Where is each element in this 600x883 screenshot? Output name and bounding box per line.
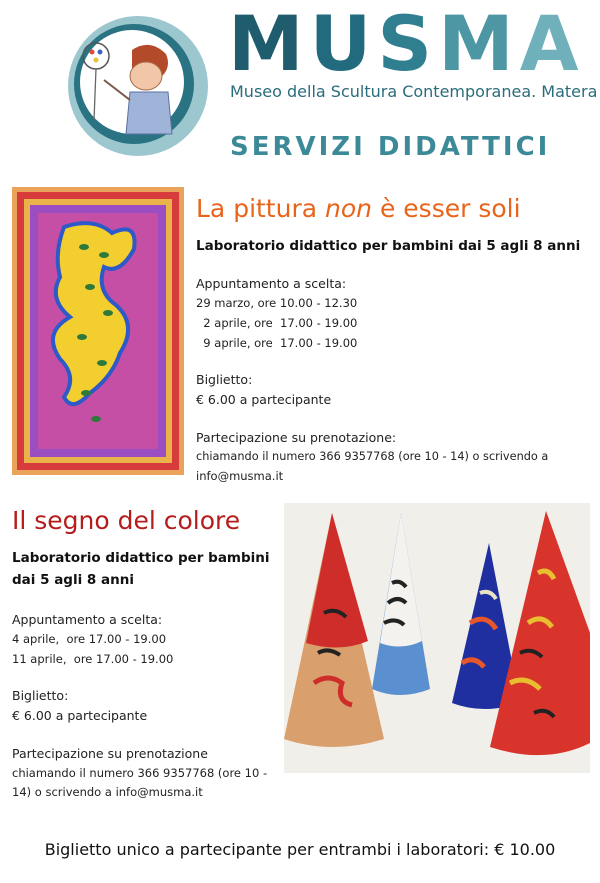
combined-ticket-note: Biglietto unico a partecipante per entrambi i laboratori: € 10.00 [44, 840, 556, 859]
workshop2-booking-info: chiamando il numero 366 9357768 (ore 10 - [12, 766, 268, 780]
workshop2-booking-label: Partecipazione su prenotazione [12, 746, 208, 761]
workshop1-title-emphasis: non [325, 194, 373, 223]
painted-cones-image [284, 503, 590, 773]
workshop2-date: 4 aprile, ore 17.00 - 19.00 [12, 632, 167, 646]
section-title: SERVIZI DIDATTICI [230, 132, 551, 162]
brand-subtitle: Museo della Scultura Contemporanea. Matera [230, 82, 598, 101]
child-painting-image [12, 187, 184, 475]
workshop1-booking-label: Partecipazione su prenotazione: [196, 430, 397, 445]
workshop2-subtitle: Laboratorio didattico per bambini [12, 550, 270, 566]
brand-letter: M [228, 0, 310, 88]
workshop1-date: 9 aprile, ore 17.00 - 19.00 [196, 336, 358, 350]
workshop2-subtitle: dai 5 agli 8 anni [12, 572, 134, 588]
workshop1-title: La pittura non è esser soli [196, 194, 521, 223]
workshop2-booking-info: 14) o scrivendo a info@musma.it [12, 785, 203, 799]
workshop1-date: 29 marzo, ore 10.00 - 12.30 [196, 296, 358, 310]
brand-wordmark [228, 2, 585, 86]
workshop2-date: 11 aprile, ore 17.00 - 19.00 [12, 652, 174, 666]
workshop1-ticket-label: Biglietto: [196, 372, 253, 387]
brand-letter: S [377, 0, 439, 88]
brand-letter: M [438, 0, 520, 88]
workshop1-booking-info: chiamando il numero 366 9357768 (ore 10 - 14) o scrivendo a [196, 450, 549, 463]
workshop1-date: 2 aprile, ore 17.00 - 19.00 [196, 316, 358, 330]
workshop2-ticket-label: Biglietto: [12, 688, 69, 703]
musma-logo-icon [60, 8, 220, 168]
workshop2-appointment-label: Appuntamento a scelta: [12, 612, 163, 627]
workshop1-booking-email: info@musma.it [196, 469, 284, 483]
workshop1-appointment-label: Appuntamento a scelta: [196, 276, 347, 291]
brand-letter: A [519, 0, 585, 88]
workshop2-title: Il segno del colore [12, 506, 241, 535]
brand-letter: U [309, 0, 378, 88]
workshop1-ticket-price: € 6.00 a partecipante [196, 392, 332, 407]
workshop1-subtitle: Laboratorio didattico per bambini dai 5 agli 8 anni [196, 238, 581, 254]
workshop2-ticket-price: € 6.00 a partecipante [12, 708, 148, 723]
